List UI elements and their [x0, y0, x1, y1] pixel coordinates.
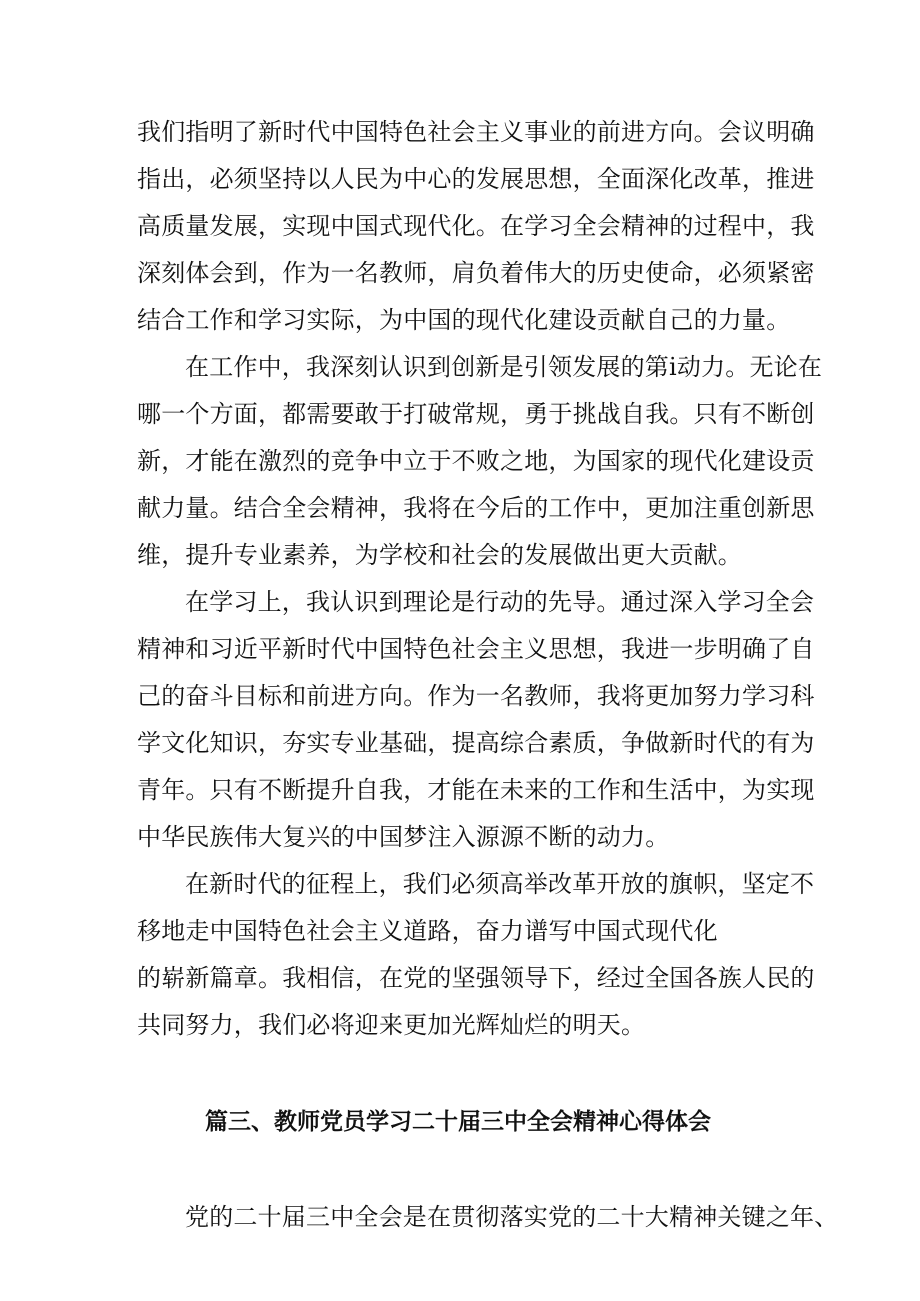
paragraph-line: 己的奋斗目标和前进方向。作为一名教师，我将更加努力学习科: [137, 682, 815, 710]
paragraph-line: 在学习上，我认识到理论是行动的先导。通过深入学习全会: [185, 588, 815, 616]
paragraph-line: 新，才能在激烈的竞争中立于不败之地，为国家的现代化建设贡: [137, 447, 815, 475]
paragraph-line: 党的二十届三中全会是在贯彻落实党的二十大精神关键之年、: [185, 1203, 839, 1231]
paragraph-line: 在工作中，我深刻认识到创新是引领发展的第i动力。无论在: [185, 353, 823, 381]
paragraph-line: 共同努力，我们必将迎来更加光辉灿烂的明天。: [137, 1011, 646, 1039]
paragraph-line: 高质量发展，实现中国式现代化。在学习全会精神的过程中，我: [137, 212, 815, 240]
paragraph-line: 学文化知识，夯实专业基础，提高综合素质，争做新时代的有为: [137, 729, 815, 757]
paragraph-line: 深刻体会到，作为一名教师，肩负着伟大的历史使命，必须紧密: [137, 259, 815, 287]
paragraph-line: 精神和习近平新时代中国特色社会主义思想，我进一步明确了自: [137, 635, 815, 663]
paragraph-line: 维，提升专业素养，为学校和社会的发展做出更大贡献。: [137, 541, 742, 569]
paragraph-line: 的崭新篇章。我相信，在党的坚强领导下，经过全国各族人民的: [137, 964, 815, 992]
paragraph-line: 我们指明了新时代中国特色社会主义事业的前进方向。会议明确: [137, 118, 815, 146]
paragraph-line: 哪一个方面，都需要敢于打破常规，勇于挑战自我。只有不断创: [137, 400, 815, 428]
paragraph-line: 中华民族伟大复兴的中国梦注入源源不断的动力。: [137, 823, 670, 851]
paragraph-line: 青年。只有不断提升自我，才能在未来的工作和生活中，为实现: [137, 776, 815, 804]
paragraph-line: 结合工作和学习实际，为中国的现代化建设贡献自己的力量。: [137, 306, 791, 334]
paragraph-line: 移地走中国特色社会主义道路，奋力谱写中国式现代化: [137, 917, 718, 945]
section-heading: 篇三、教师党员学习二十届三中全会精神心得体会: [205, 1109, 711, 1135]
paragraph-line: 指出，必须坚持以人民为中心的发展思想，全面深化改革，推进: [137, 165, 815, 193]
paragraph-line: 献力量。结合全会精神，我将在今后的工作中，更加注重创新思: [137, 494, 815, 522]
paragraph-line: 在新时代的征程上，我们必须高举改革开放的旗帜，坚定不: [185, 870, 815, 898]
